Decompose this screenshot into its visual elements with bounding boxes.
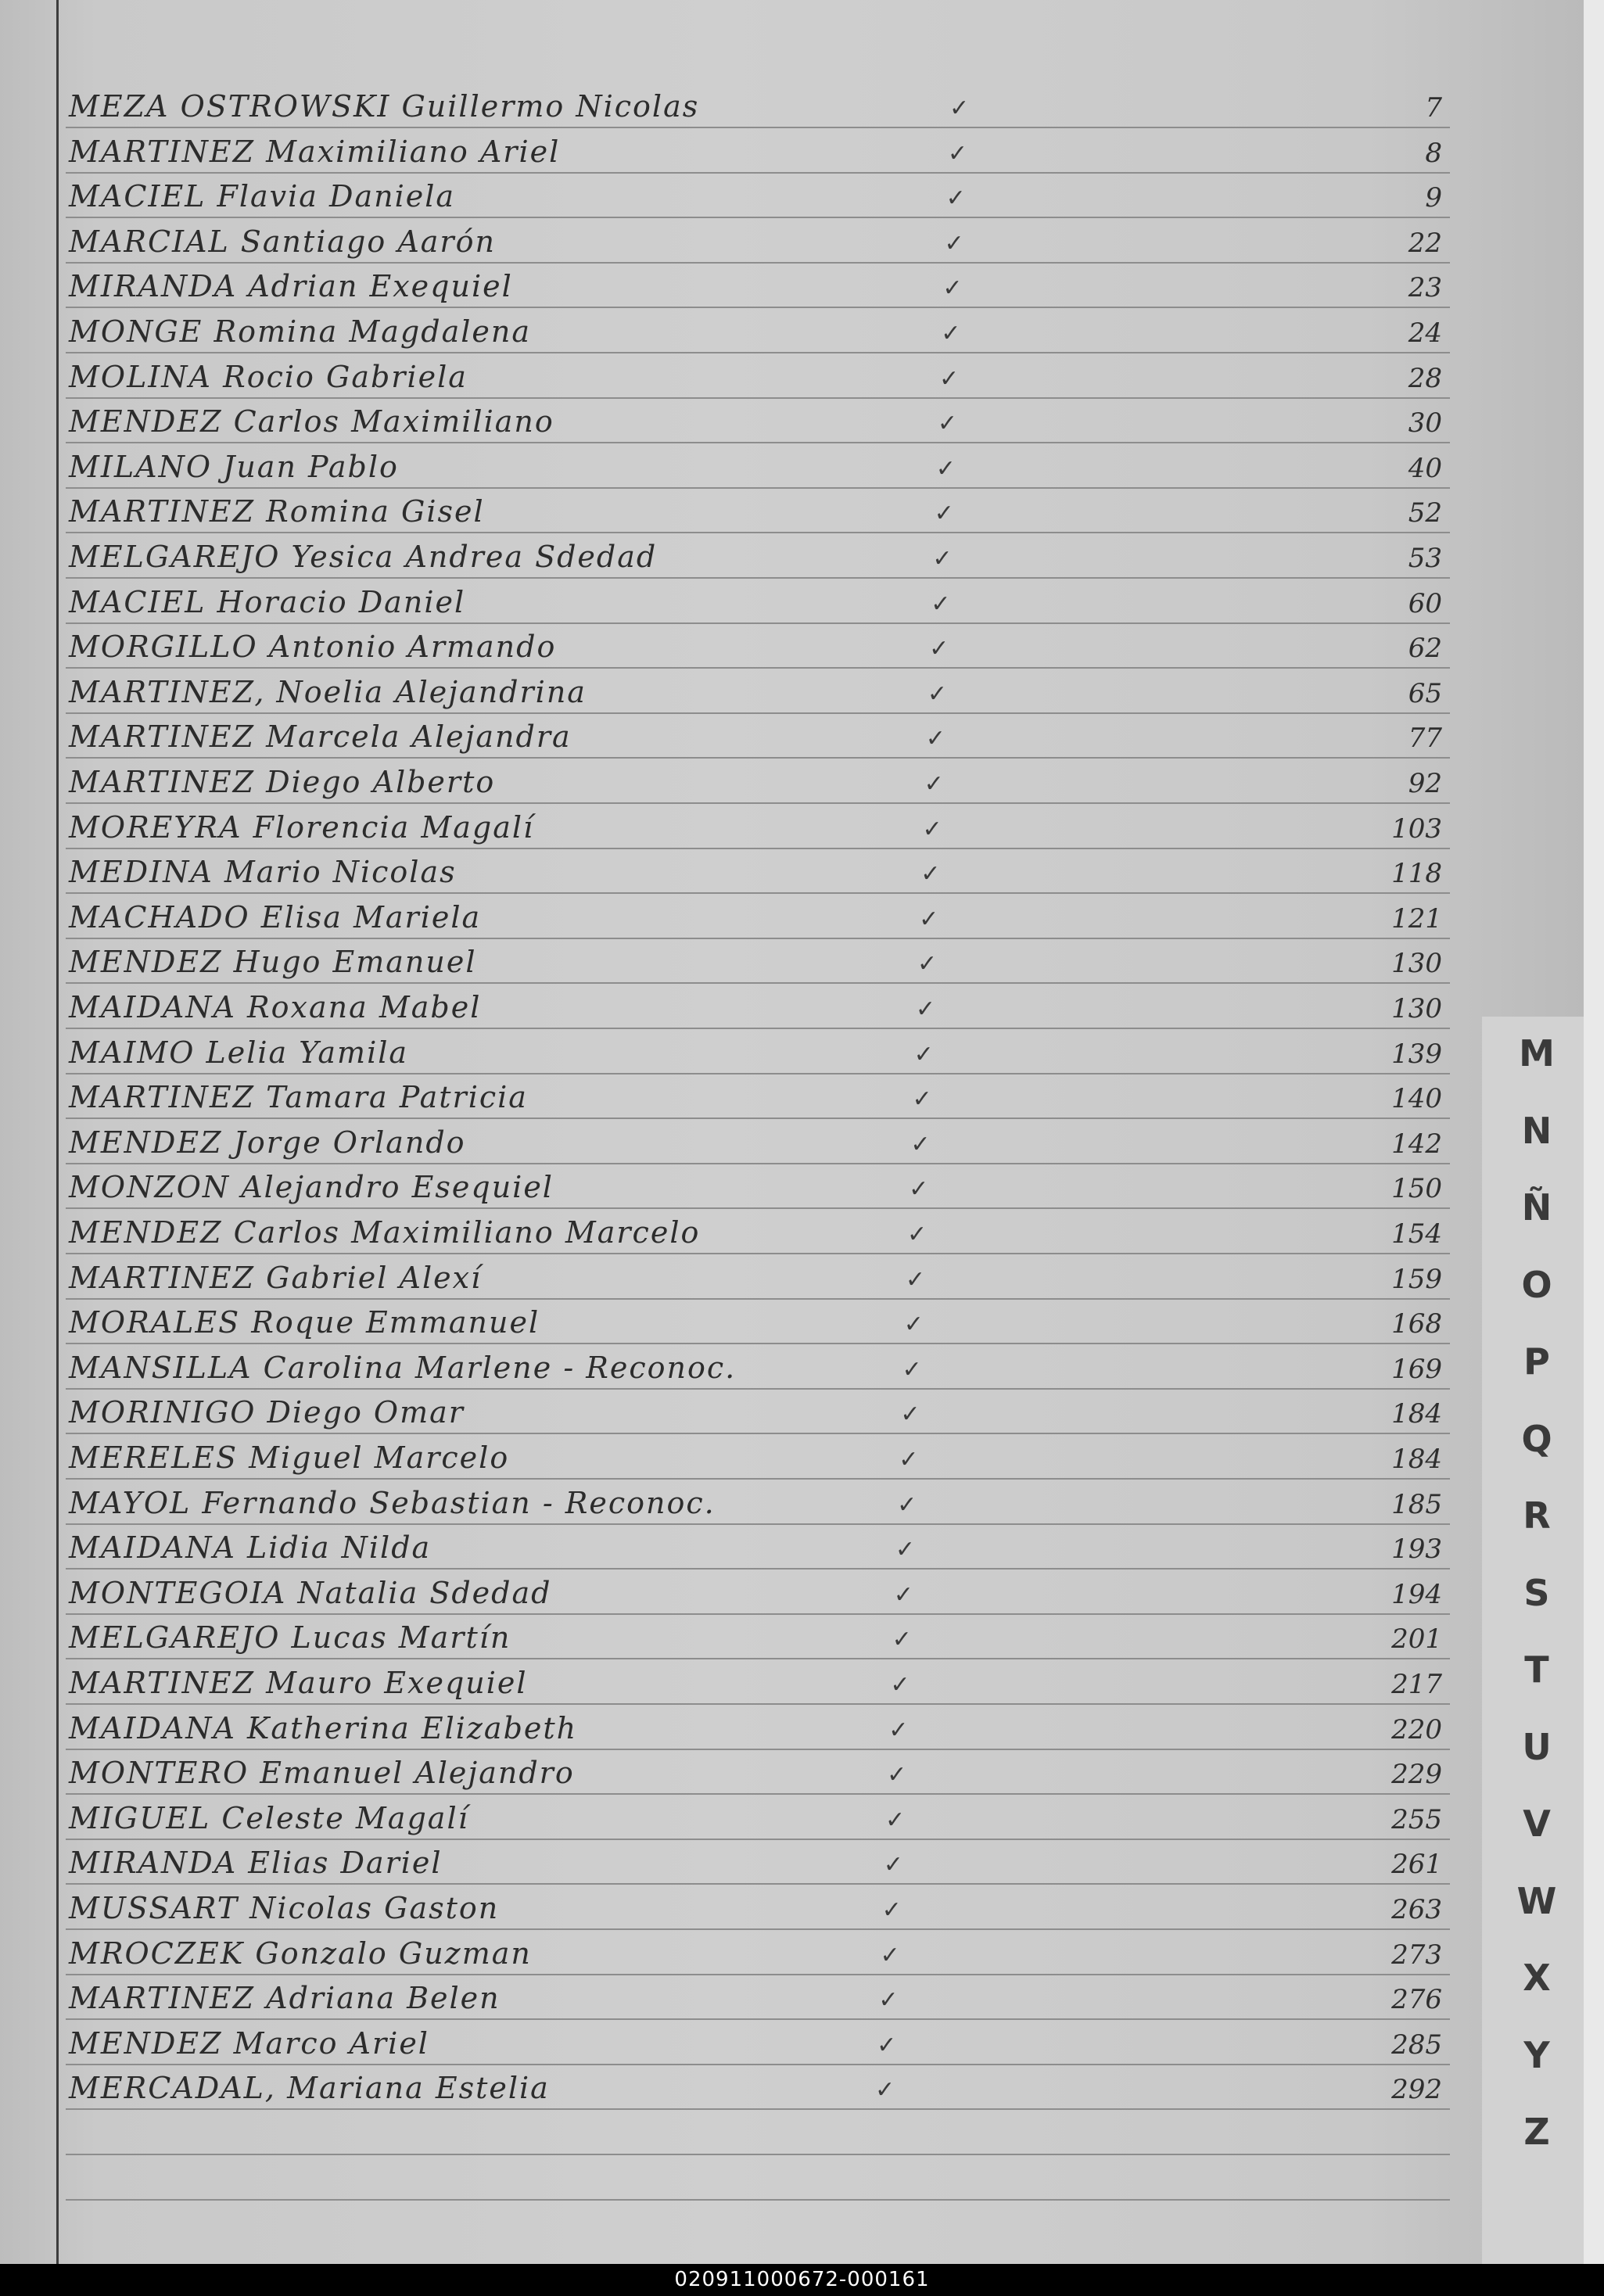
entry-number: 77 xyxy=(1408,723,1442,755)
check-mark-icon: ✓ xyxy=(932,545,953,572)
index-tab-letter[interactable]: M xyxy=(1519,1032,1555,1074)
entry-name: MENDEZ Marco Ariel xyxy=(69,2025,429,2061)
entry-name: MARTINEZ Diego Alberto xyxy=(69,765,496,799)
entry-number: 62 xyxy=(1408,633,1442,665)
list-item xyxy=(66,667,1458,712)
entry-name: MARTINEZ Mauro Exequiel xyxy=(69,1666,528,1700)
index-tab-letter[interactable]: V xyxy=(1523,1803,1551,1845)
list-item xyxy=(66,1883,1458,1928)
list-item xyxy=(66,81,1458,127)
entry-name: MENDEZ Jorge Orlando xyxy=(69,1125,466,1160)
index-tab-letter[interactable]: S xyxy=(1523,1571,1550,1614)
entry-name: MENDEZ Carlos Maximiliano Marcelo xyxy=(69,1215,701,1250)
entry-number: 22 xyxy=(1408,227,1442,259)
entry-name: MORINIGO Diego Omar xyxy=(69,1395,465,1430)
list-item xyxy=(66,1387,1458,1433)
entry-number: 184 xyxy=(1391,1444,1442,1475)
entry-number: 184 xyxy=(1391,1398,1442,1430)
entry-number: 130 xyxy=(1391,948,1442,980)
check-mark-icon: ✓ xyxy=(909,1175,929,1204)
entry-name: MIRANDA Elias Dariel xyxy=(69,1846,443,1881)
index-tab-letter[interactable]: O xyxy=(1521,1263,1552,1306)
entry-number: 23 xyxy=(1408,272,1442,304)
check-mark-icon: ✓ xyxy=(910,1130,931,1158)
check-mark-icon: ✓ xyxy=(941,320,961,347)
check-mark-icon: ✓ xyxy=(875,2076,895,2104)
entry-number: 217 xyxy=(1391,1669,1442,1700)
list-item xyxy=(66,261,1458,307)
list-item xyxy=(66,892,1458,938)
check-mark-icon: ✓ xyxy=(903,1311,924,1339)
list-item xyxy=(66,1028,1458,1073)
entry-number: 276 xyxy=(1391,1984,1442,2016)
entry-number: 130 xyxy=(1391,993,1442,1024)
entry-number: 255 xyxy=(1391,1803,1442,1835)
list-item xyxy=(66,1658,1458,1703)
entry-number: 60 xyxy=(1408,587,1442,619)
check-mark-icon: ✓ xyxy=(934,500,954,528)
list-item xyxy=(66,1838,1458,1883)
list-item xyxy=(66,1748,1458,1793)
check-mark-icon: ✓ xyxy=(878,1986,899,2014)
entry-name: MARTINEZ Maximiliano Ariel xyxy=(69,134,561,169)
check-mark-icon: ✓ xyxy=(915,996,935,1023)
entry-name: MILANO Juan Pablo xyxy=(69,449,399,484)
list-item xyxy=(66,1433,1458,1478)
check-mark-icon: ✓ xyxy=(890,1671,910,1699)
entry-number: 285 xyxy=(1391,2029,1442,2061)
entry-number: 185 xyxy=(1391,1488,1442,1520)
entry-name: MAIMO Lelia Yamila xyxy=(69,1035,409,1070)
list-item xyxy=(66,1568,1458,1613)
list-item xyxy=(66,1162,1458,1207)
check-mark-icon: ✓ xyxy=(944,229,964,257)
entry-number: 194 xyxy=(1391,1578,1442,1610)
page-edge xyxy=(1584,0,1604,2264)
check-mark-icon: ✓ xyxy=(920,860,941,888)
list-item xyxy=(66,1928,1458,1974)
list-item xyxy=(66,1793,1458,1839)
entry-number: 229 xyxy=(1391,1759,1442,1791)
entry-number: 273 xyxy=(1391,1939,1442,1971)
entry-name: MAIDANA Lidia Nilda xyxy=(69,1530,432,1566)
list-item xyxy=(66,757,1458,802)
entry-name: MONTEGOIA Natalia Sdedad xyxy=(69,1575,552,1610)
list-item xyxy=(66,1703,1458,1749)
entry-number: 24 xyxy=(1408,317,1442,349)
check-mark-icon: ✓ xyxy=(946,185,966,213)
check-mark-icon: ✓ xyxy=(924,770,944,798)
check-mark-icon: ✓ xyxy=(895,1536,916,1564)
entry-number: 263 xyxy=(1391,1894,1442,1925)
entry-number: 40 xyxy=(1408,452,1442,484)
list-item xyxy=(66,1973,1458,2018)
index-tab-letter[interactable]: W xyxy=(1516,1879,1557,1922)
entry-name: MONTERO Emanuel Alejandro xyxy=(69,1756,575,1791)
list-item xyxy=(66,712,1458,757)
check-mark-icon: ✓ xyxy=(885,1806,906,1834)
document-id: 020911000672-000161 xyxy=(674,2268,930,2291)
entry-name: MARCIAL Santiago Aarón xyxy=(69,224,496,259)
entry-number: 52 xyxy=(1408,497,1442,529)
check-mark-icon: ✓ xyxy=(935,454,956,483)
entry-name: MIGUEL Celeste Magalí xyxy=(69,1800,469,1835)
entry-number: 92 xyxy=(1408,768,1442,799)
entry-number: 53 xyxy=(1408,543,1442,574)
entry-number: 142 xyxy=(1391,1128,1442,1160)
entry-name: MEZA OSTROWSKI Guillermo Nicolas xyxy=(69,89,700,124)
entry-name: MROCZEK Gonzalo Guzman xyxy=(69,1935,532,1971)
entry-number: 140 xyxy=(1391,1083,1442,1115)
entry-number: 261 xyxy=(1391,1849,1442,1881)
entry-number: 193 xyxy=(1391,1534,1442,1566)
list-item xyxy=(66,1253,1458,1298)
entry-name: MOREYRA Florencia Magalí xyxy=(69,809,535,845)
list-item xyxy=(66,982,1458,1028)
list-item xyxy=(66,1297,1458,1343)
entry-number: 121 xyxy=(1391,902,1442,935)
entry-number: 168 xyxy=(1391,1308,1442,1340)
check-mark-icon: ✓ xyxy=(937,410,958,438)
check-mark-icon: ✓ xyxy=(942,274,963,303)
index-tab-letter[interactable]: N xyxy=(1521,1109,1552,1152)
entry-name: MONGE Romina Magdalena xyxy=(69,314,532,349)
entry-name: MARTINEZ Tamara Patricia xyxy=(69,1080,528,1115)
list-item xyxy=(66,2018,1458,2064)
list-item xyxy=(66,486,1458,532)
entry-number: 292 xyxy=(1391,2074,1442,2106)
entry-name: MONZON Alejandro Esequiel xyxy=(69,1170,554,1205)
list-item xyxy=(66,352,1458,397)
entry-name: MARTINEZ Romina Gisel xyxy=(69,494,485,529)
check-mark-icon: ✓ xyxy=(877,2031,897,2059)
entry-name: MERELES Miguel Marcelo xyxy=(69,1440,510,1475)
entry-name: MARTINEZ Gabriel Alexí xyxy=(69,1260,483,1295)
check-mark-icon: ✓ xyxy=(881,1896,902,1924)
entry-name: MACIEL Flavia Daniela xyxy=(69,179,456,214)
check-mark-icon: ✓ xyxy=(939,364,960,393)
entry-number: 154 xyxy=(1391,1218,1442,1250)
index-tab-letter[interactable]: T xyxy=(1524,1648,1549,1691)
index-tab-letter[interactable]: P xyxy=(1523,1340,1550,1383)
check-mark-icon: ✓ xyxy=(883,1851,903,1879)
entry-number: 65 xyxy=(1408,677,1442,709)
check-mark-icon: ✓ xyxy=(931,590,951,618)
alphabet-index xyxy=(1509,1032,1564,2182)
entry-number: 139 xyxy=(1391,1038,1442,1070)
entry-number: 169 xyxy=(1391,1353,1442,1385)
entry-name: MELGAREJO Yesica Andrea Sdedad xyxy=(69,540,658,574)
check-mark-icon: ✓ xyxy=(913,1040,934,1068)
index-tab-letter[interactable]: R xyxy=(1523,1494,1551,1537)
list-item xyxy=(66,442,1458,487)
check-mark-icon: ✓ xyxy=(927,680,948,708)
check-mark-icon: ✓ xyxy=(912,1085,932,1114)
index-tab-letter[interactable]: X xyxy=(1523,1957,1551,1999)
check-mark-icon: ✓ xyxy=(899,1446,919,1473)
entry-number: 9 xyxy=(1425,182,1442,214)
list-item xyxy=(66,1072,1458,1118)
entry-name: MEDINA Mario Nicolas xyxy=(69,855,457,890)
list-item xyxy=(66,217,1458,262)
index-tab-letter[interactable]: Y xyxy=(1523,2033,1550,2076)
check-mark-icon: ✓ xyxy=(917,950,938,978)
list-item xyxy=(66,1478,1458,1523)
entry-name: MOLINA Rocio Gabriela xyxy=(69,359,468,394)
list-item xyxy=(66,622,1458,667)
check-mark-icon: ✓ xyxy=(888,1716,909,1744)
check-mark-icon: ✓ xyxy=(947,139,967,167)
entry-name: MAIDANA Katherina Elizabeth xyxy=(69,1710,578,1745)
index-tab-letter[interactable]: U xyxy=(1522,1725,1552,1768)
entry-name: MAYOL Fernando Sebastian - Reconoc. xyxy=(69,1485,716,1520)
margin-line xyxy=(56,0,59,2264)
check-mark-icon: ✓ xyxy=(905,1265,925,1293)
entry-name: MORALES Roque Emmanuel xyxy=(69,1305,540,1340)
list-item xyxy=(66,171,1458,217)
entry-number: 8 xyxy=(1425,137,1442,169)
scan-footer-bar xyxy=(0,2264,1604,2296)
entry-name: MACIEL Horacio Daniel xyxy=(69,584,466,619)
entry-number: 159 xyxy=(1391,1263,1442,1295)
index-tab-letter[interactable]: Z xyxy=(1523,2111,1550,2153)
entry-name: MARTINEZ Adriana Belen xyxy=(69,1981,501,2016)
check-mark-icon: ✓ xyxy=(902,1355,922,1383)
list-item xyxy=(66,802,1458,848)
index-tab-letter[interactable]: Ñ xyxy=(1521,1186,1552,1229)
list-item xyxy=(66,127,1458,172)
entry-number: 150 xyxy=(1391,1173,1442,1205)
entry-name: MERCADAL, Mariana Estelia xyxy=(69,2071,550,2106)
list-item xyxy=(66,1523,1458,1568)
entry-list xyxy=(66,0,1458,2252)
entry-number: 28 xyxy=(1408,362,1442,394)
check-mark-icon: ✓ xyxy=(887,1761,907,1789)
list-item xyxy=(66,532,1458,577)
entry-name: MIRANDA Adrian Exequiel xyxy=(69,269,513,304)
check-mark-icon: ✓ xyxy=(919,905,939,933)
entry-number: 7 xyxy=(1425,92,1442,124)
list-item xyxy=(66,577,1458,622)
check-mark-icon: ✓ xyxy=(929,635,949,663)
entry-name: MARTINEZ Marcela Alejandra xyxy=(69,719,572,755)
entry-name: MANSILLA Carolina Marlene - Reconoc. xyxy=(69,1350,737,1385)
list-item xyxy=(66,396,1458,442)
check-mark-icon: ✓ xyxy=(892,1626,912,1654)
list-item xyxy=(66,1118,1458,1163)
entry-name: MORGILLO Antonio Armando xyxy=(69,630,557,665)
check-mark-icon: ✓ xyxy=(922,815,942,843)
list-item xyxy=(66,847,1458,892)
entry-number: 103 xyxy=(1391,813,1442,845)
list-item xyxy=(66,937,1458,982)
index-tab-letter[interactable]: Q xyxy=(1521,1417,1552,1460)
entry-name: MELGAREJO Lucas Martín xyxy=(69,1620,511,1656)
check-mark-icon: ✓ xyxy=(949,95,970,122)
list-item xyxy=(66,1207,1458,1253)
entry-name: MENDEZ Hugo Emanuel xyxy=(69,945,477,980)
entry-number: 30 xyxy=(1408,407,1442,439)
check-mark-icon: ✓ xyxy=(897,1491,917,1519)
check-mark-icon: ✓ xyxy=(893,1580,913,1609)
list-item xyxy=(66,1343,1458,1388)
entry-name: MACHADO Elisa Mariela xyxy=(69,899,482,935)
check-mark-icon: ✓ xyxy=(900,1401,920,1429)
check-mark-icon: ✓ xyxy=(925,725,946,753)
list-item xyxy=(66,307,1458,352)
entry-number: 201 xyxy=(1391,1623,1442,1656)
entry-name: MUSSART Nicolas Gaston xyxy=(69,1891,500,1925)
entry-name: MAIDANA Roxana Mabel xyxy=(69,990,482,1024)
list-item xyxy=(66,1613,1458,1658)
list-item xyxy=(66,2063,1458,2108)
entry-name: MENDEZ Carlos Maximiliano xyxy=(69,404,554,439)
entry-number: 118 xyxy=(1391,858,1442,890)
entry-name: MARTINEZ, Noelia Alejandrina xyxy=(69,674,587,709)
check-mark-icon: ✓ xyxy=(880,1941,900,1969)
entry-number: 220 xyxy=(1391,1713,1442,1745)
check-mark-icon: ✓ xyxy=(907,1221,928,1248)
